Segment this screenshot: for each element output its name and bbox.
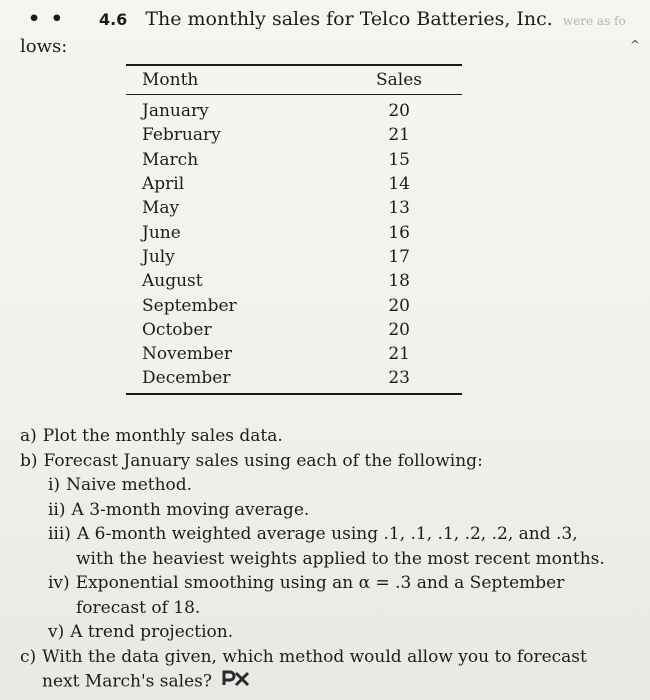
month-cell: April [142,174,185,195]
question-label: iv) [48,573,70,593]
table-row [126,148,462,172]
problem-statement: The monthly sales for Telco Batteries, Inc. [145,8,553,30]
question-label: i) [48,475,61,495]
sales-cell: 14 [388,174,410,195]
question-b-i [16,473,646,498]
question-text: A 6-month weighted average using .1, .1, .1, .2, .2, and .3, [76,524,578,544]
question-label: iii) [48,524,71,544]
month-cell: November [142,344,232,365]
table-row [126,366,462,393]
month-cell: February [142,125,221,146]
column-header-sales: Sales [301,65,462,95]
sales-cell: 21 [388,125,410,146]
sales-cell: 20 [388,101,410,122]
question-list [16,424,646,695]
question-label: b) [20,450,38,471]
question-b-iv-continued: forecast of 18. [76,597,201,618]
month-cell: October [142,319,212,340]
question-label: v) [48,622,65,642]
table-row [126,342,462,366]
month-cell: September [142,295,237,316]
question-text: next March's sales? [42,671,212,692]
table-header-row [126,65,462,95]
table-row [126,269,462,293]
question-b [16,449,646,474]
problem-header [28,8,626,30]
table-row [126,318,462,342]
month-cell: March [142,149,199,170]
sales-table [126,64,462,395]
sales-cell: 18 [388,271,410,292]
question-b-iii-continued: with the heaviest weights applied to the most recent months. [76,548,605,569]
question-b-v [16,620,646,645]
question-label: c) [20,646,37,667]
sales-cell: 15 [388,149,410,170]
question-label: a) [20,426,37,446]
sales-cell: 23 [301,366,462,393]
sales-cell: 20 [388,319,410,340]
corner-mark: ^ [629,38,640,52]
sales-cell: 20 [388,295,410,316]
question-text: Naive method. [66,475,193,495]
question-text: With the data given, which method would allow you to forecast [42,646,587,667]
table-row [126,123,462,147]
month-cell: July [142,246,175,267]
question-a [16,424,646,449]
question-text: A 3-month moving average. [71,499,310,520]
sales-cell: 17 [388,246,410,267]
table-row [126,245,462,269]
table-row [126,172,462,196]
question-b-ii [16,498,646,523]
sales-cell: 13 [388,198,410,219]
px-logo-icon [221,669,251,695]
question-c-continued [16,669,646,695]
question-c [16,645,646,670]
question-text: Plot the monthly sales data. [42,426,283,446]
question-b-iv [16,571,646,596]
month-cell: May [142,198,180,219]
month-cell: June [142,222,181,243]
problem-number: 4.6 [98,10,128,29]
statement-continuation: lows: [20,36,68,57]
sales-cell: 16 [388,222,410,243]
sales-cell: 21 [388,344,410,365]
question-text: Forecast January sales using each of the following: [43,450,483,471]
table-row [126,220,462,244]
problem-statement-faded: were as fo [562,14,626,28]
question-label: ii) [48,499,66,520]
month-cell: January [142,101,209,122]
difficulty-dots: • • [28,8,65,30]
month-cell: August [142,271,203,292]
question-text: Exponential smoothing using an α = .3 and a September [75,573,565,593]
table-row [126,293,462,317]
question-text: A trend projection. [70,622,234,642]
table-row [126,196,462,220]
question-b-iii [16,522,646,547]
column-header-month: Month [126,65,301,95]
table-row [126,95,462,124]
month-cell: December [126,366,301,393]
